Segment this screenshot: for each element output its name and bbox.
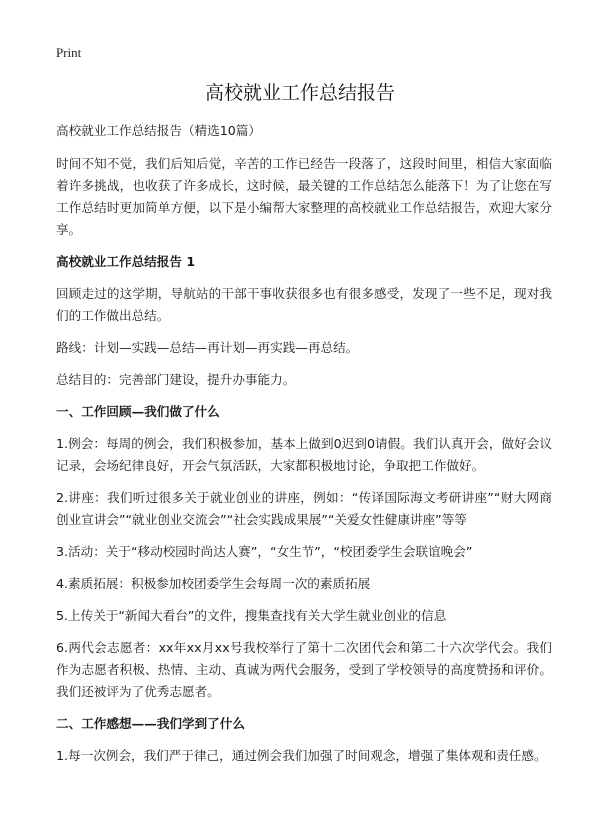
- list-item-activity: 3.活动：关于“移动校园时尚达人赛”，“女生节”，“校团委学生会联谊晚会”: [56, 544, 473, 559]
- intro-paragraph: 时间不知不觉，我们后知后觉，辛苦的工作已经告一段落了，这段时间里，相信大家面临着许多挑战，也收获了许多成长，这时候，最关键的工作总结怎么能落下！为了让您在写工作总结时更加简单方便，以下是小编帮大家整理的高校就业工作总结报告，欢迎大家分享。: [56, 156, 552, 237]
- route-paragraph: 路线：计划—实践—总结—再计划—再实践—再总结。: [56, 340, 359, 355]
- document-subtitle: 高校就业工作总结报告（精选10篇）: [56, 123, 261, 138]
- part-heading-thoughts: 二、工作感想——我们学到了什么: [56, 716, 245, 731]
- print-link[interactable]: Print: [56, 45, 82, 60]
- list-item-volunteer: 6.两代会志愿者：xx年xx月xx号我校举行了第十二次团代会和第二十六次学代会。我们作为志愿者积极、热情、主动、真诚为两代会服务，受到了学校领导的高度赞扬和评价。我们还被评为了优秀志愿者。: [56, 640, 552, 699]
- section-heading: 高校就业工作总结报告 1: [56, 254, 196, 269]
- goal-paragraph: 总结目的：完善部门建设，提升办事能力。: [56, 372, 296, 387]
- list-item-outreach: 4.素质拓展：积极参加校团委学生会每周一次的素质拓展: [56, 576, 371, 591]
- list-item-reflection: 1.每一次例会，我们严于律己，通过例会我们加强了时间观念，增强了集体观和责任感。: [56, 748, 547, 763]
- part-heading-review: 一、工作回顾—我们做了什么: [56, 404, 220, 419]
- page-title: 高校就业工作总结报告: [204, 82, 395, 104]
- list-item-lecture: 2.讲座：我们听过很多关于就业创业的讲座，例如：“传译国际海文考研讲座”“财大网商创业宣讲会”“就业创业交流会”“社会实践成果展”“关爱女性健康讲座”等等: [56, 490, 552, 527]
- list-item-upload: 5.上传关于“新闻大看台”的文件，搜集查找有关大学生就业创业的信息: [56, 608, 447, 623]
- list-item-meeting: 1.例会：每周的例会，我们积极参加，基本上做到0迟到0请假。我们认真开会，做好会议记录，会场纪律良好，开会气氛活跃，大家都积极地讨论，争取把工作做好。: [56, 436, 552, 473]
- document-body: [56, 120, 552, 777]
- review-paragraph: 回顾走过的这学期，导航站的干部干事收获很多也有很多感受，发现了一些不足，现对我们的工作做出总结。: [56, 286, 552, 323]
